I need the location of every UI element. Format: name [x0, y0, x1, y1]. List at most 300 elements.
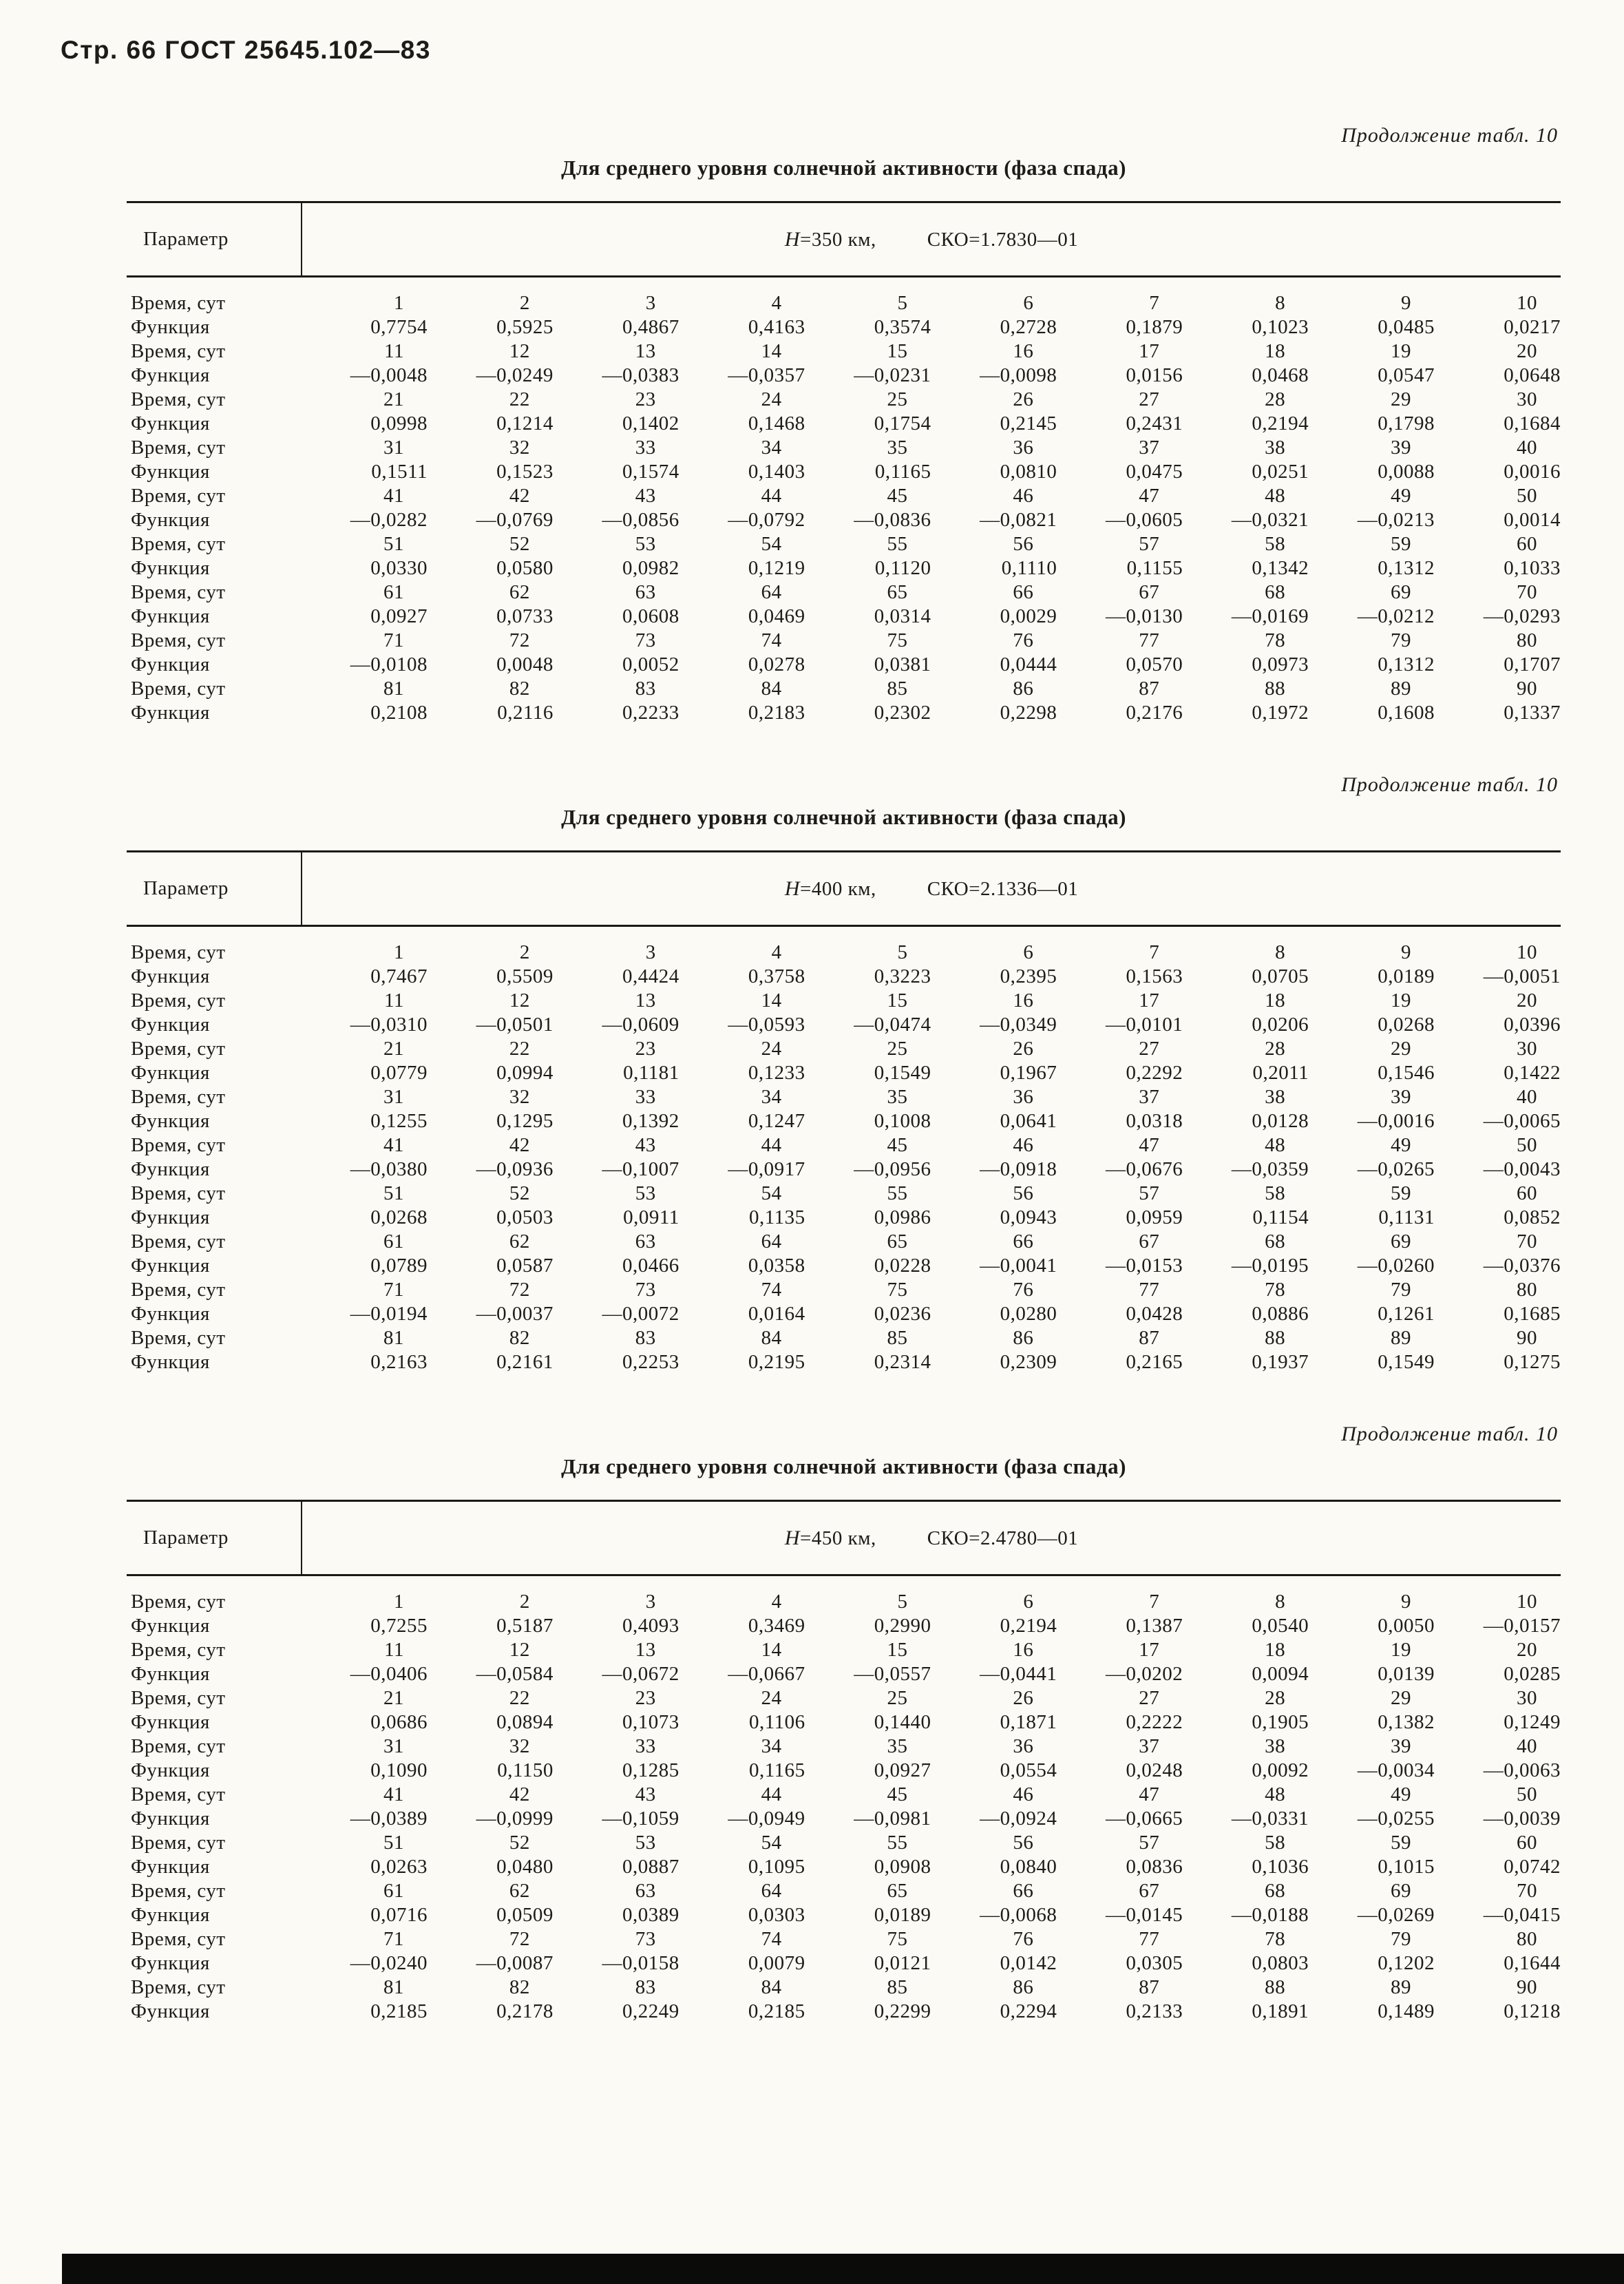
func-value-cell: —0,0357 — [728, 364, 805, 386]
func-value-cell: —0,0041 — [980, 1255, 1057, 1277]
func-row-label: Функция — [131, 1711, 210, 1733]
func-value-cell: 0,0580 — [496, 557, 553, 579]
time-value-cell: 51 — [383, 1832, 404, 1854]
section-title: Для среднего уровня солнечной активности (фаза спада) — [561, 156, 1126, 180]
time-value-cell: 57 — [1139, 1182, 1160, 1204]
time-value-cell: 88 — [1265, 678, 1286, 700]
func-value-cell: 0,3223 — [874, 965, 931, 987]
func-value-cell: —0,0063 — [1483, 1759, 1561, 1781]
func-value-cell: 0,1214 — [496, 412, 553, 434]
time-value-cell: 49 — [1391, 485, 1411, 507]
time-value-cell: 20 — [1517, 989, 1537, 1012]
func-value-cell: 0,1023 — [1252, 316, 1309, 338]
time-value-cell: 68 — [1265, 1230, 1286, 1253]
time-value-cell: 83 — [635, 1976, 656, 1998]
time-value-cell: 22 — [509, 1687, 530, 1709]
func-value-cell: 0,7754 — [370, 316, 428, 338]
time-value-cell: 41 — [383, 485, 404, 507]
time-value-cell: 6 — [1023, 292, 1034, 314]
func-value-cell: —0,0310 — [350, 1014, 428, 1036]
time-value-cell: 89 — [1391, 1976, 1411, 1998]
func-value-cell: —0,0349 — [980, 1014, 1057, 1036]
time-value-cell: 46 — [1013, 1134, 1034, 1156]
func-row-label: Функция — [131, 1255, 210, 1277]
time-row — [127, 1326, 1561, 1350]
func-value-cell: —0,0918 — [980, 1158, 1057, 1180]
time-value-cell: 72 — [509, 1279, 530, 1301]
altitude-value: =350 км, — [799, 228, 876, 251]
time-value-cell: 58 — [1265, 533, 1286, 555]
func-value-cell: —0,0043 — [1483, 1158, 1561, 1180]
func-value-cell: 0,1574 — [622, 461, 679, 483]
time-value-cell: 69 — [1391, 581, 1411, 603]
time-value-cell: 1 — [394, 941, 404, 963]
time-value-cell: 72 — [509, 629, 530, 651]
func-row-label: Функция — [131, 461, 210, 483]
func-value-cell: 0,1511 — [371, 461, 428, 483]
func-value-cell: 0,1608 — [1378, 702, 1435, 724]
time-value-cell: 39 — [1391, 1735, 1411, 1757]
func-row — [127, 1013, 1561, 1037]
time-value-cell: 72 — [509, 1928, 530, 1950]
time-value-cell: 12 — [509, 340, 530, 362]
time-value-cell: 16 — [1013, 1639, 1034, 1661]
func-value-cell: —0,1007 — [602, 1158, 679, 1180]
func-row-label: Функция — [131, 2000, 210, 2022]
func-row-label: Функция — [131, 605, 210, 627]
func-row — [127, 1350, 1561, 1374]
time-value-cell: 65 — [887, 581, 908, 603]
time-value-cell: 22 — [509, 388, 530, 410]
func-value-cell: 0,1255 — [370, 1110, 428, 1132]
time-value-cell: 33 — [635, 1086, 656, 1108]
func-value-cell: 0,0206 — [1252, 1014, 1309, 1036]
func-value-cell: 0,1285 — [622, 1759, 679, 1781]
time-row-label: Время, сут — [131, 1832, 226, 1854]
func-value-cell: —0,0101 — [1106, 1014, 1183, 1036]
time-value-cell: 31 — [383, 1735, 404, 1757]
time-value-cell: 75 — [887, 1928, 908, 1950]
time-value-cell: 11 — [384, 340, 404, 362]
func-row — [127, 653, 1561, 677]
func-row — [127, 2000, 1561, 2024]
func-value-cell: —0,0981 — [854, 1808, 931, 1830]
continuation-note: Продолжение табл. 10 — [1341, 1423, 1558, 1445]
func-value-cell: —0,0034 — [1357, 1759, 1435, 1781]
time-value-cell: 56 — [1013, 1182, 1034, 1204]
time-value-cell: 82 — [509, 1327, 530, 1349]
time-value-cell: 27 — [1139, 1038, 1160, 1060]
time-value-cell: 70 — [1517, 1230, 1537, 1253]
func-value-cell: 0,2431 — [1126, 412, 1183, 434]
time-value-cell: 30 — [1517, 388, 1537, 410]
func-value-cell: 0,1218 — [1504, 2000, 1561, 2022]
continuation-note: Продолжение табл. 10 — [1341, 124, 1558, 147]
func-value-cell: 0,1090 — [370, 1759, 428, 1781]
func-value-cell: —0,0087 — [476, 1952, 553, 1974]
time-value-cell: 16 — [1013, 340, 1034, 362]
time-row — [127, 1230, 1561, 1254]
time-value-cell: 6 — [1023, 941, 1034, 963]
altitude-variable: H — [784, 227, 800, 251]
time-value-cell: 4 — [771, 292, 782, 314]
func-row-label: Функция — [131, 1110, 210, 1132]
func-row-label: Функция — [131, 653, 210, 675]
func-value-cell: 0,0268 — [1378, 1014, 1435, 1036]
time-value-cell: 65 — [887, 1230, 908, 1253]
time-value-cell: 70 — [1517, 1880, 1537, 1902]
time-value-cell: 48 — [1265, 1783, 1286, 1805]
func-value-cell: —0,0065 — [1483, 1110, 1561, 1132]
func-value-cell: 0,1150 — [497, 1759, 553, 1781]
func-row-label: Функция — [131, 1014, 210, 1036]
time-value-cell: 73 — [635, 629, 656, 651]
time-row — [127, 1182, 1561, 1206]
time-value-cell: 12 — [509, 989, 530, 1012]
func-value-cell: —0,0051 — [1483, 965, 1561, 987]
func-row-label: Функция — [131, 1952, 210, 1974]
time-value-cell: 56 — [1013, 533, 1034, 555]
func-value-cell: 0,0570 — [1126, 653, 1183, 675]
func-value-cell: 0,2990 — [874, 1615, 931, 1637]
func-value-cell: 0,1468 — [748, 412, 805, 434]
func-value-cell: —0,0188 — [1231, 1904, 1309, 1926]
func-value-cell: —0,0936 — [476, 1158, 553, 1180]
time-value-cell: 43 — [635, 485, 656, 507]
func-value-cell: —0,0924 — [980, 1808, 1057, 1830]
func-value-cell: 0,0998 — [370, 412, 428, 434]
func-value-cell: 0,0686 — [370, 1711, 428, 1733]
time-value-cell: 3 — [645, 1591, 656, 1613]
func-value-cell: 0,2116 — [497, 702, 553, 724]
time-value-cell: 90 — [1517, 678, 1537, 700]
func-value-cell: 0,2195 — [748, 1351, 805, 1373]
func-row — [127, 605, 1561, 629]
func-value-cell: —0,0792 — [728, 509, 805, 531]
time-value-cell: 54 — [761, 1182, 782, 1204]
time-value-cell: 29 — [1391, 1687, 1411, 1709]
func-value-cell: 0,0959 — [1126, 1206, 1183, 1228]
time-value-cell: 75 — [887, 1279, 908, 1301]
time-value-cell: 4 — [771, 1591, 782, 1613]
param-header: Параметр — [127, 202, 302, 277]
time-value-cell: 61 — [383, 1880, 404, 1902]
time-value-cell: 26 — [1013, 1687, 1034, 1709]
time-value-cell: 34 — [761, 1735, 782, 1757]
time-value-cell: 36 — [1013, 437, 1034, 459]
func-value-cell: 0,0094 — [1252, 1663, 1309, 1685]
func-value-cell: 0,1165 — [748, 1759, 805, 1781]
time-value-cell: 76 — [1013, 1928, 1034, 1950]
time-row-label: Время, сут — [131, 485, 226, 507]
time-value-cell: 35 — [887, 437, 908, 459]
time-value-cell: 87 — [1139, 678, 1160, 700]
func-value-cell: 0,1008 — [874, 1110, 931, 1132]
func-value-cell: 0,0236 — [874, 1303, 931, 1325]
func-value-cell: 0,1563 — [1126, 965, 1183, 987]
func-value-cell: 0,0381 — [874, 653, 931, 675]
time-value-cell: 50 — [1517, 1134, 1537, 1156]
time-value-cell: 5 — [897, 1591, 908, 1613]
time-value-cell: 83 — [635, 1327, 656, 1349]
time-value-cell: 79 — [1391, 629, 1411, 651]
time-value-cell: 85 — [887, 1976, 908, 1998]
func-value-cell: 0,2176 — [1126, 702, 1183, 724]
func-value-cell: 0,0466 — [622, 1255, 679, 1277]
time-value-cell: 84 — [761, 678, 782, 700]
time-value-cell: 63 — [635, 1880, 656, 1902]
time-value-cell: 47 — [1139, 1783, 1160, 1805]
time-row — [127, 677, 1561, 701]
func-value-cell: 0,0927 — [370, 605, 428, 627]
func-value-cell: 0,2298 — [1000, 702, 1057, 724]
func-value-cell: 0,2194 — [1252, 412, 1309, 434]
func-value-cell: 0,4163 — [748, 316, 805, 338]
func-value-cell: 0,1392 — [622, 1110, 679, 1132]
func-value-cell: —0,0072 — [602, 1303, 679, 1325]
func-value-cell: 0,0314 — [874, 605, 931, 627]
time-value-cell: 7 — [1149, 1591, 1160, 1613]
func-value-cell: 0,0509 — [496, 1904, 553, 1926]
func-value-cell: 0,0303 — [748, 1904, 805, 1926]
time-value-cell: 45 — [887, 1134, 908, 1156]
func-value-cell: 0,2233 — [622, 702, 679, 724]
func-row-label: Функция — [131, 1808, 210, 1830]
func-row-label: Функция — [131, 1351, 210, 1373]
time-value-cell: 20 — [1517, 1639, 1537, 1661]
time-value-cell: 7 — [1149, 292, 1160, 314]
time-value-cell: 48 — [1265, 485, 1286, 507]
time-value-cell: 40 — [1517, 1086, 1537, 1108]
func-value-cell: —0,1059 — [602, 1808, 679, 1830]
time-value-cell: 67 — [1139, 1230, 1160, 1253]
time-value-cell: 4 — [771, 941, 782, 963]
time-value-cell: 52 — [509, 1182, 530, 1204]
func-value-cell: 0,0803 — [1252, 1952, 1309, 1974]
func-value-cell: —0,0821 — [980, 509, 1057, 531]
func-value-cell: 0,1685 — [1504, 1303, 1561, 1325]
func-value-cell: 0,0358 — [748, 1255, 805, 1277]
func-row — [127, 1614, 1561, 1638]
time-value-cell: 40 — [1517, 1735, 1537, 1757]
time-value-cell: 74 — [761, 1928, 782, 1950]
func-value-cell: 0,1165 — [874, 461, 931, 483]
condition-header — [302, 202, 1561, 277]
func-value-cell: 0,2133 — [1126, 2000, 1183, 2022]
func-row — [127, 1109, 1561, 1133]
time-row — [127, 989, 1561, 1013]
time-value-cell: 40 — [1517, 437, 1537, 459]
func-value-cell: —0,0376 — [1483, 1255, 1561, 1277]
condition-header — [302, 852, 1561, 926]
time-value-cell: 65 — [887, 1880, 908, 1902]
func-value-cell: 0,0248 — [1126, 1759, 1183, 1781]
func-value-cell: 0,0396 — [1504, 1014, 1561, 1036]
time-value-cell: 45 — [887, 1783, 908, 1805]
time-value-cell: 17 — [1139, 340, 1160, 362]
time-value-cell: 82 — [509, 678, 530, 700]
func-value-cell: 0,1110 — [1001, 557, 1057, 579]
table-header-row — [127, 852, 1561, 926]
func-row-label: Функция — [131, 1158, 210, 1180]
func-row-label: Функция — [131, 702, 210, 724]
time-value-cell: 67 — [1139, 581, 1160, 603]
time-value-cell: 42 — [509, 1783, 530, 1805]
func-value-cell: 0,0943 — [1000, 1206, 1057, 1228]
func-value-cell: 0,1402 — [622, 412, 679, 434]
func-value-cell: —0,0213 — [1357, 509, 1435, 531]
time-value-cell: 75 — [887, 629, 908, 651]
time-value-cell: 68 — [1265, 1880, 1286, 1902]
func-value-cell: 0,0330 — [370, 557, 428, 579]
func-value-cell: 0,0485 — [1378, 316, 1435, 338]
time-value-cell: 39 — [1391, 437, 1411, 459]
func-row — [127, 1855, 1561, 1879]
func-value-cell: 0,0142 — [1000, 1952, 1057, 1974]
time-value-cell: 8 — [1275, 292, 1286, 314]
time-value-cell: 84 — [761, 1976, 782, 1998]
time-value-cell: 44 — [761, 1783, 782, 1805]
time-value-cell: 28 — [1265, 1687, 1286, 1709]
sko-value: СКО=1.7830—01 — [927, 228, 1079, 251]
func-value-cell: 0,1684 — [1504, 412, 1561, 434]
time-value-cell: 27 — [1139, 388, 1160, 410]
func-row — [127, 701, 1561, 725]
func-value-cell: 0,0887 — [622, 1856, 679, 1878]
func-value-cell: —0,0557 — [854, 1663, 931, 1685]
func-value-cell: 0,3574 — [874, 316, 931, 338]
func-row — [127, 1951, 1561, 1976]
func-row-label: Функция — [131, 412, 210, 434]
time-value-cell: 81 — [383, 1976, 404, 1998]
func-value-cell: 0,1440 — [874, 1711, 931, 1733]
func-value-cell: —0,0212 — [1357, 605, 1435, 627]
func-value-cell: —0,0255 — [1357, 1808, 1435, 1830]
time-value-cell: 58 — [1265, 1832, 1286, 1854]
func-value-cell: —0,0999 — [476, 1808, 553, 1830]
func-value-cell: 0,0280 — [1000, 1303, 1057, 1325]
time-value-cell: 36 — [1013, 1735, 1034, 1757]
func-value-cell: 0,1312 — [1378, 557, 1435, 579]
func-value-cell: 0,0648 — [1504, 364, 1561, 386]
time-row — [127, 1976, 1561, 2000]
func-value-cell: 0,1131 — [1378, 1206, 1435, 1228]
time-value-cell: 53 — [635, 533, 656, 555]
func-row — [127, 1710, 1561, 1735]
func-value-cell: —0,0441 — [980, 1663, 1057, 1685]
time-value-cell: 56 — [1013, 1832, 1034, 1854]
time-value-cell: 59 — [1391, 1832, 1411, 1854]
func-value-cell: 0,1154 — [1252, 1206, 1309, 1228]
func-value-cell: 0,1295 — [496, 1110, 553, 1132]
time-row — [127, 339, 1561, 364]
func-value-cell: 0,1073 — [622, 1711, 679, 1733]
time-value-cell: 35 — [887, 1735, 908, 1757]
func-row-label: Функция — [131, 509, 210, 531]
func-value-cell: 0,0641 — [1000, 1110, 1057, 1132]
func-value-cell: —0,0584 — [476, 1663, 553, 1685]
time-row — [127, 532, 1561, 556]
func-value-cell: 0,1036 — [1252, 1856, 1309, 1878]
func-value-cell: 0,0014 — [1504, 509, 1561, 531]
func-value-cell: 0,0285 — [1504, 1663, 1561, 1685]
func-value-cell: 0,1967 — [1000, 1062, 1057, 1084]
time-value-cell: 31 — [383, 1086, 404, 1108]
time-value-cell: 27 — [1139, 1687, 1160, 1709]
func-value-cell: —0,0331 — [1231, 1808, 1309, 1830]
func-value-cell: 0,1233 — [748, 1062, 805, 1084]
time-value-cell: 10 — [1517, 1591, 1537, 1613]
time-value-cell: 13 — [635, 1639, 656, 1661]
time-row — [127, 1638, 1561, 1662]
time-value-cell: 39 — [1391, 1086, 1411, 1108]
time-value-cell: 32 — [509, 1086, 530, 1108]
time-row — [127, 1879, 1561, 1903]
func-value-cell: —0,0249 — [476, 364, 553, 386]
func-value-cell: —0,0769 — [476, 509, 553, 531]
time-value-cell: 14 — [761, 1639, 782, 1661]
time-value-cell: 85 — [887, 678, 908, 700]
func-value-cell: 0,0048 — [496, 653, 553, 675]
func-value-cell: 0,0911 — [623, 1206, 679, 1228]
func-value-cell: 0,0540 — [1252, 1615, 1309, 1637]
time-value-cell: 44 — [761, 485, 782, 507]
func-value-cell: —0,0145 — [1106, 1904, 1183, 1926]
time-value-cell: 80 — [1517, 1279, 1537, 1301]
time-value-cell: 51 — [383, 1182, 404, 1204]
func-value-cell: 0,0733 — [496, 605, 553, 627]
time-value-cell: 79 — [1391, 1279, 1411, 1301]
time-value-cell: 18 — [1265, 340, 1286, 362]
func-value-cell: —0,0380 — [350, 1158, 428, 1180]
time-value-cell: 9 — [1401, 292, 1411, 314]
time-value-cell: 3 — [645, 941, 656, 963]
func-value-cell: 0,1337 — [1504, 702, 1561, 724]
time-value-cell: 66 — [1013, 1230, 1034, 1253]
time-value-cell: 42 — [509, 485, 530, 507]
time-row — [127, 1278, 1561, 1302]
time-value-cell: 43 — [635, 1783, 656, 1805]
time-value-cell: 43 — [635, 1134, 656, 1156]
time-value-cell: 86 — [1013, 1327, 1034, 1349]
func-value-cell: 0,2185 — [748, 2000, 805, 2022]
time-row-label: Время, сут — [131, 1038, 226, 1060]
func-value-cell: 0,0608 — [622, 605, 679, 627]
time-value-cell: 16 — [1013, 989, 1034, 1012]
time-row-label: Время, сут — [131, 1687, 226, 1709]
func-row — [127, 1254, 1561, 1278]
func-value-cell: —0,0605 — [1106, 509, 1183, 531]
time-value-cell: 64 — [761, 1230, 782, 1253]
time-value-cell: 41 — [383, 1783, 404, 1805]
func-value-cell: 0,0927 — [874, 1759, 931, 1781]
section-title: Для среднего уровня солнечной активности (фаза спада) — [561, 805, 1126, 829]
time-value-cell: 36 — [1013, 1086, 1034, 1108]
func-value-cell: 0,2183 — [748, 702, 805, 724]
time-value-cell: 45 — [887, 485, 908, 507]
func-value-cell: —0,0048 — [350, 364, 428, 386]
func-value-cell: 0,1382 — [1378, 1711, 1435, 1733]
func-value-cell: 0,0468 — [1252, 364, 1309, 386]
func-value-cell: 0,1905 — [1252, 1711, 1309, 1733]
time-value-cell: 26 — [1013, 1038, 1034, 1060]
func-value-cell: 0,0092 — [1252, 1759, 1309, 1781]
time-value-cell: 58 — [1265, 1182, 1286, 1204]
func-row-label: Функция — [131, 364, 210, 386]
time-row-label: Время, сут — [131, 1976, 226, 1998]
time-row-label: Время, сут — [131, 1639, 226, 1661]
func-value-cell: 0,2292 — [1126, 1062, 1183, 1084]
